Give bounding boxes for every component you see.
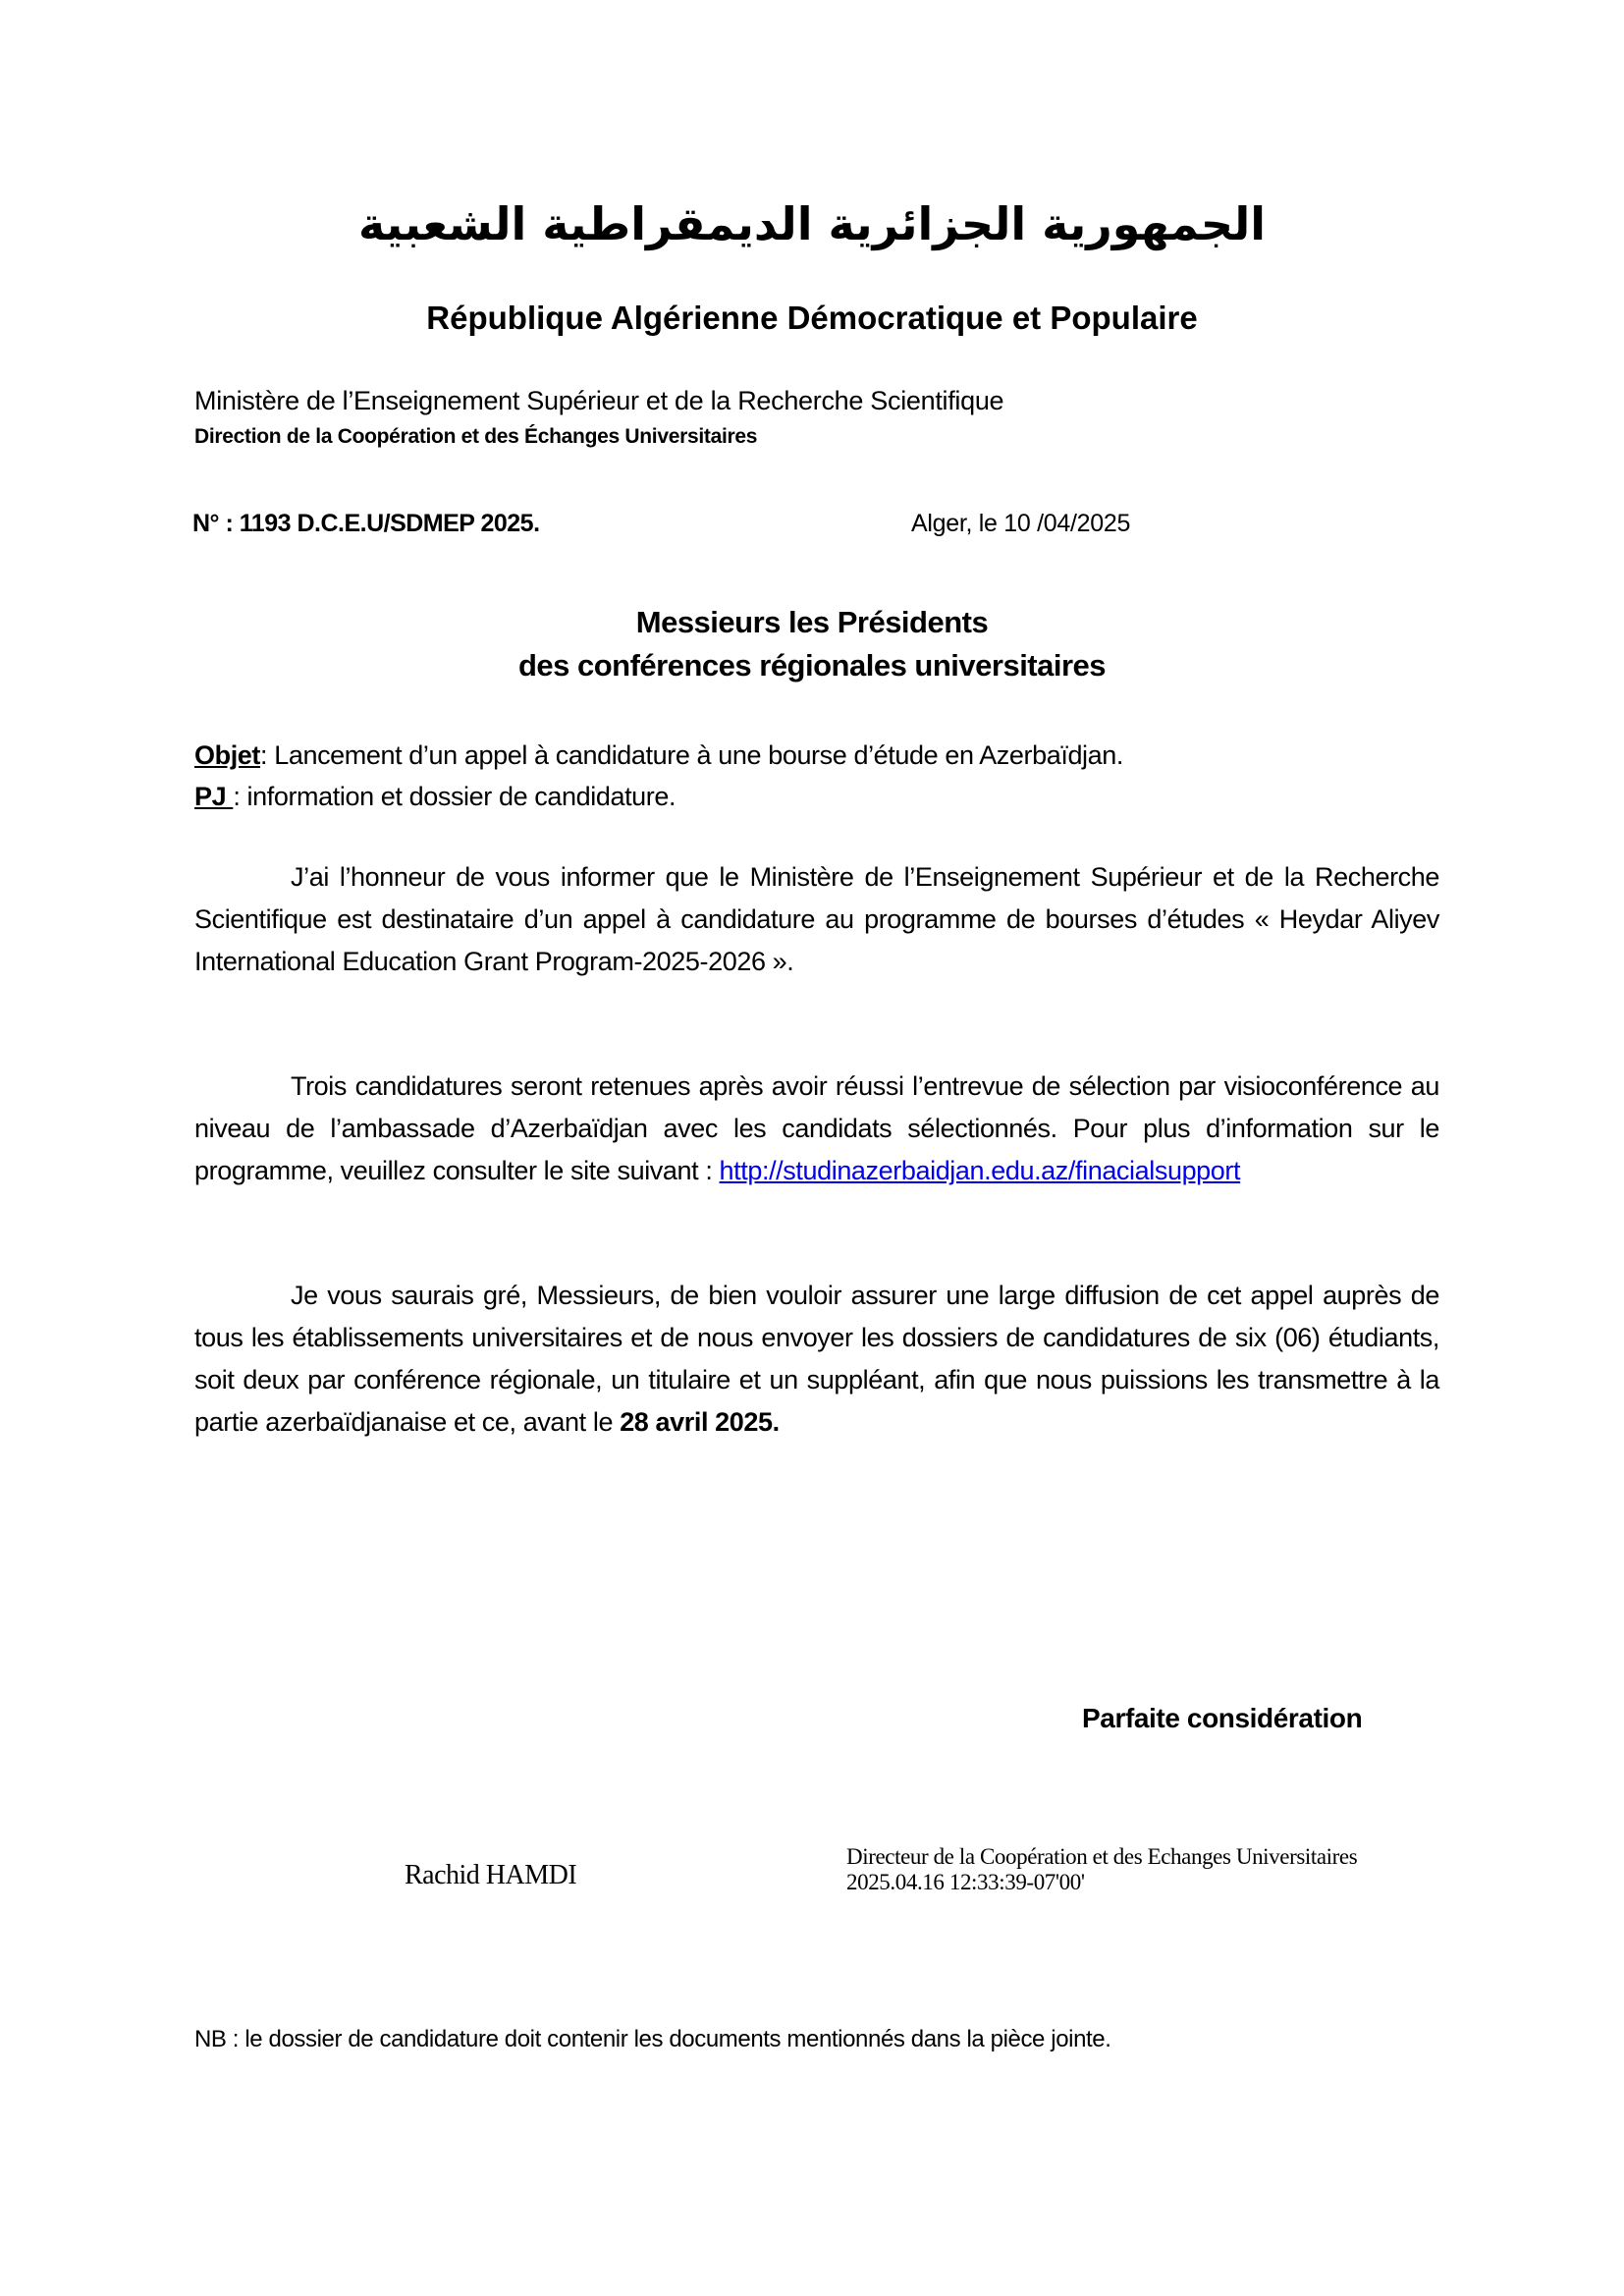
digital-signature-block	[846, 1844, 1357, 1895]
subject-label: Objet	[194, 740, 261, 770]
reference-number: N° : 1193 D.C.E.U/SDMEP 2025.	[192, 510, 540, 537]
ministry-name: Ministère de l’Enseignement Supérieur et de la Recherche Scientifique	[194, 386, 1004, 415]
recipient-block	[0, 601, 1624, 687]
arabic-country-title: الجمهورية الجزائرية الديمقراطية الشعبية	[357, 197, 1267, 250]
footnote-nb: NB : le dossier de candidature doit contenir les documents mentionnés dans la pièce jointe.	[194, 2026, 1111, 2052]
body-paragraph-3	[194, 1275, 1439, 1444]
recipient-line-2: des conférences régionales universitaires	[517, 648, 1107, 683]
signatory-name: Rachid HAMDI	[405, 1860, 577, 1890]
deadline-date: 28 avril 2025.	[620, 1407, 780, 1437]
body-paragraph-1	[194, 856, 1439, 983]
program-website-link[interactable]: http://studinazerbaidjan.edu.az/finacialsupport	[719, 1156, 1241, 1185]
attachment-text: : information et dossier de candidature.	[233, 782, 677, 811]
recipient-line-1: Messieurs les Présidents	[635, 605, 989, 639]
subject-text: : Lancement d’un appel à candidature à une bourse d’étude en Azerbaïdjan.	[260, 740, 1123, 770]
closing-salutation: Parfaite considération	[1082, 1703, 1363, 1733]
paragraph-1-text: J’ai l’honneur de vous informer que le Ministère de l’Enseignement Supérieur et de la Recherche Scientifique est destinataire d’un appel à candidature au programme de bourses d’études « Heydar Aliyev International Education Grant Program-2025-2026 ».	[194, 862, 1439, 976]
subject-line	[194, 735, 1123, 776]
attachment-line	[194, 776, 1123, 817]
direction-name: Direction de la Coopération et des Échanges Universitaires	[194, 425, 758, 448]
paragraph-2-text: Trois candidatures seront retenues après avoir réussi l’entrevue de sélection par visioconférence au niveau de l’ambassade d’Azerbaïdjan avec les candidats sélectionnés. Pour plus d’information sur le programme, veuillez consulter le site suivant :	[194, 1071, 1439, 1185]
signatory-title: Directeur de la Coopération et des Echanges Universitaires	[846, 1844, 1358, 1869]
attachment-label: PJ	[194, 782, 234, 811]
subject-block	[194, 735, 1123, 817]
french-country-title: République Algérienne Démocratique et Populaire	[426, 300, 1198, 336]
body-paragraph-2	[194, 1066, 1439, 1192]
signature-timestamp: 2025.04.16 12:33:39-07'00'	[846, 1870, 1085, 1894]
paragraph-3-text: Je vous saurais gré, Messieurs, de bien vouloir assurer une large diffusion de cet appel auprès de tous les établissements universitaires et de nous envoyer les dossiers de candidatures de six (06) étudiants, soit deux par conférence régionale, un titulaire et un suppléant, afin que nous puissions les transmettre à la partie azerbaïdjanaise et ce, avant le	[194, 1281, 1439, 1437]
place-date: Alger, le 10 /04/2025	[911, 510, 1131, 537]
